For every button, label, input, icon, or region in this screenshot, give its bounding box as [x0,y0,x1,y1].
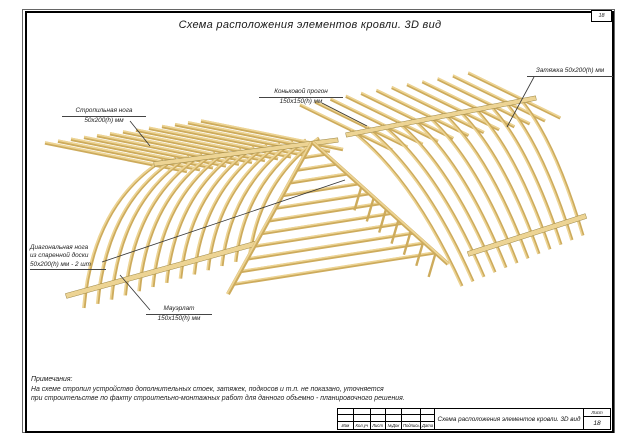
corner-sheet-number-box [591,10,612,22]
sheet-label: Лист [584,409,610,417]
callout-ridge-line2: 150х150(h) мм [279,97,323,105]
sheet-number: 18 [593,419,601,427]
callout-tie [527,67,613,77]
callout-wallplate-line1: Мауэрлат [146,305,212,315]
title-block-drawing-title: Схема расположения элементов кровли. 3D вид [435,409,584,429]
corner-sheet-number: 18 [598,13,605,19]
callout-wallplate-line2: 150х150(h) мм [157,314,201,322]
notes-line2: при строительстве по факту строительно-монтажных работ для данного объемно - планировочного решения. [31,395,405,403]
col-koluch: Кол.уч [354,422,371,429]
title-block-sheet-cell [584,409,610,429]
callout-tie-line1: Затяжка 50х200(h) мм [527,67,613,77]
callout-ridge [259,88,343,106]
col-list: Лист [371,422,386,429]
page-title: Схема расположения элементов кровли. 3D вид [178,19,442,31]
callout-diagonal [30,244,106,270]
callout-wallplate [146,305,212,323]
col-data: Дата [422,422,434,428]
callout-rafter-line2: 50х200(h) мм [84,116,124,124]
notes-heading: Примечания: [31,376,73,383]
callout-diagonal-line2: из спаренной доски [30,252,89,260]
callout-diagonal-line1: Диагональная нога [30,244,89,251]
callout-rafter [62,107,146,125]
title-block [337,408,611,430]
notes-line1: На схеме стропил устройство дополнительных стоек, затяжек, подкосов и т.п. не показано, уточняется [31,385,384,393]
title-block-revision-grid [338,409,435,429]
callout-rafter-line1: Стропильная нога [62,107,146,117]
col-podpis: Подпись [402,422,420,428]
notes-block [31,375,451,404]
callout-ridge-line1: Коньковой прогон [259,88,343,98]
col-ndok: №Док [386,422,403,429]
revision-header-row [338,422,434,429]
callout-diagonal-line3: 50х200(h) мм - 2 шт [30,261,106,271]
col-izm: Изм [338,422,354,429]
